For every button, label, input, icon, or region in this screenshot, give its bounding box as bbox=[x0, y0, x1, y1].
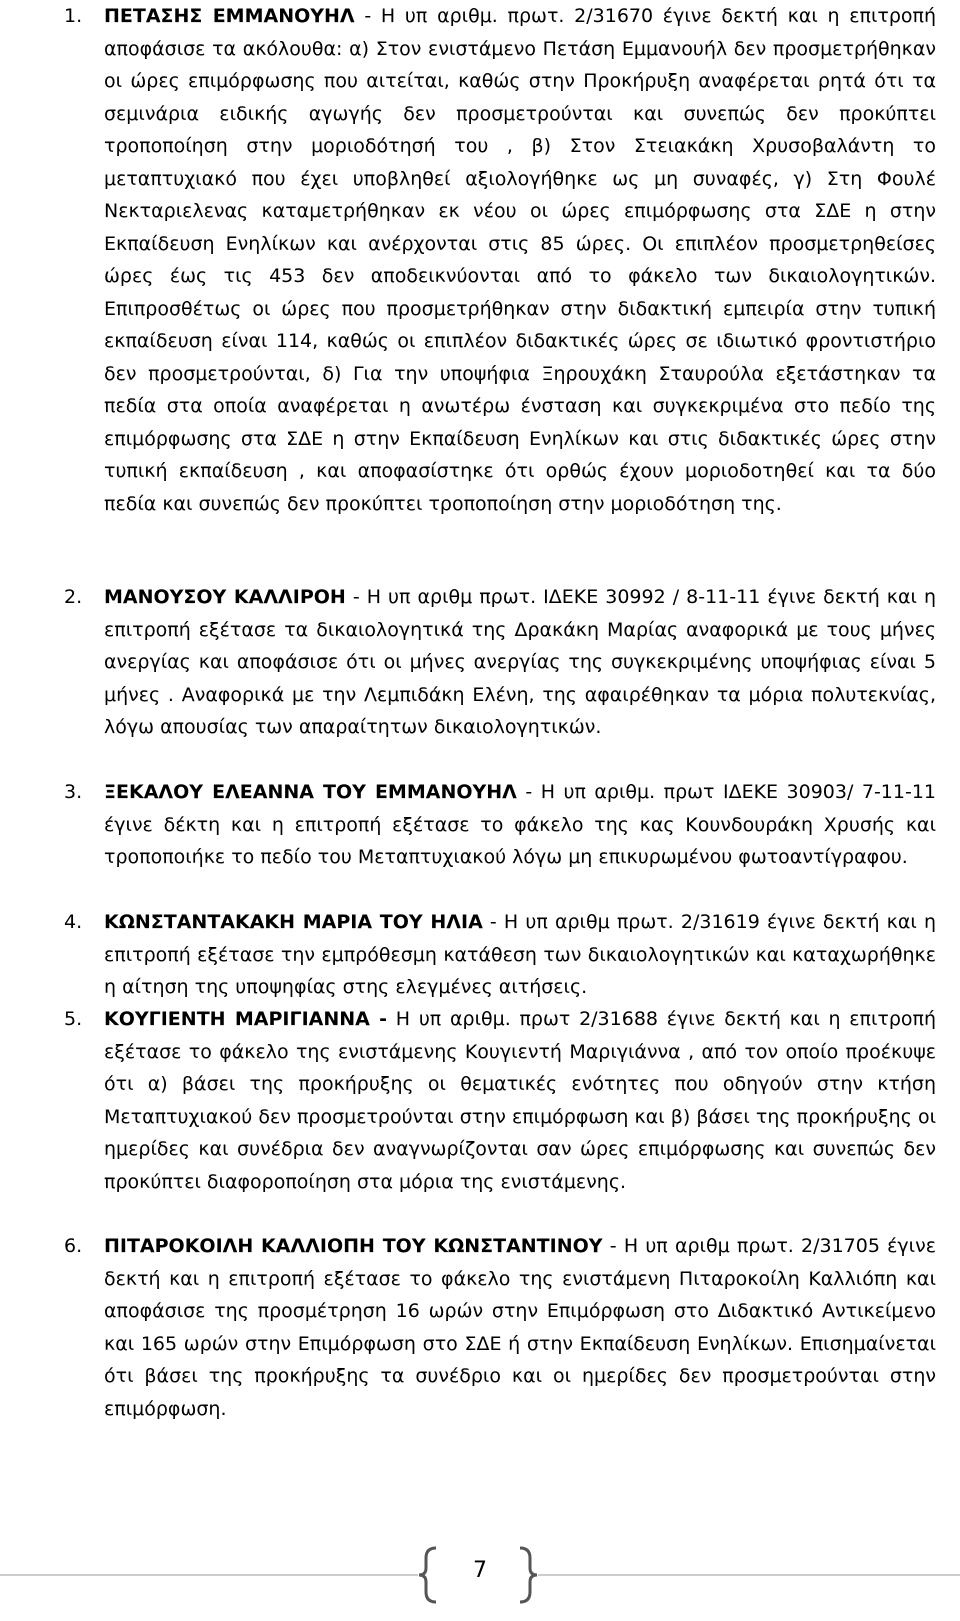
page-footer bbox=[0, 1540, 960, 1610]
item-name: ΠΕΤΑΣΗΣ ΕΜΜΑΝΟΥΗΛ bbox=[104, 5, 355, 27]
item-text: - Η υπ αριθμ πρωτ. 2/31705 έγινε δεκτή και η επιτροπή εξέτασε το φάκελο της ενιστάμενη Πιταροκοίλη Καλλιόπη και αποφάσισε της προσμέτρηση 16 ωρών στην Επιμόρφωση στο Διδακτικό Αντικείμενο και 165 ωρών στην Επιμόρφωση στο ΣΔΕ ή στην Εκπαίδευση Ενηλίκων. Επισημαίνεται ότι βάσει της προκήρυξης τα συνέδριο και οι ημερίδες δεν προσμετρούνται στην επιμόρφωση. bbox=[104, 1235, 936, 1420]
item-number: 5. bbox=[64, 1008, 83, 1030]
item-paragraph bbox=[104, 776, 936, 874]
item-number: 6. bbox=[64, 1235, 83, 1257]
item-name: ΚΩΝΣΤΑΝΤΑΚΑΚΗ ΜΑΡΙΑ ΤΟΥ ΗΛΙΑ bbox=[104, 911, 483, 933]
item-text: Η υπ αριθμ. πρωτ 2/31688 έγινε δεκτή και η επιτροπή εξέτασε το φάκελο της ενιστάμενης Κουγιεντή Μαριγιάννα , από τον οποίο προέκυψε ότι α) βάσει της προκήρυξης οι θεματικές ενότητες που οδηγούν στην κτήση Μεταπτυχιακού δεν προσμετρούνται στην επιμόρφωση και β) βάσει της προκήρυξης οι ημερίδες και συνέδρια δεν αναγνωρίζονται σαν ώρες επιμόρφωσης και συνεπώς δεν προκύπτει διαφοροποίηση στα μόρια της ενιστάμενης. bbox=[104, 1008, 937, 1193]
item-name: ΞΕΚΑΛΟΥ ΕΛΕΑΝΝΑ ΤΟΥ ΕΜΜΑΝΟΥΗΛ bbox=[104, 781, 517, 803]
item-text: - Η υπ αριθμ. πρωτ ΙΔΕΚΕ 30903/ 7-11-11 έγινε δέκτη και η επιτροπή εξέτασε το φάκελο της κας Κουνδουράκη Χρυσής και τροποποιήκε το πεδίο του Μεταπτυχιακού λόγω μη επικυρωμένου φωτοαντίγραφου. bbox=[104, 781, 937, 868]
item-paragraph bbox=[104, 906, 936, 1004]
item-paragraph bbox=[104, 0, 936, 520]
item-paragraph bbox=[104, 1230, 936, 1425]
item-number: 1. bbox=[64, 5, 83, 27]
item-paragraph bbox=[104, 1003, 936, 1198]
item-number: 4. bbox=[64, 911, 83, 933]
item-name: ΚΟΥΓΙΕΝΤΗ ΜΑΡΙΓΙΑΝΝΑ - bbox=[104, 1008, 388, 1030]
item-paragraph bbox=[104, 581, 936, 744]
item-number: 2. bbox=[64, 586, 83, 608]
item-number: 3. bbox=[64, 781, 83, 803]
item-text: - Η υπ αριθμ. πρωτ. 2/31670 έγινε δεκτή και η επιτροπή αποφάσισε τα ακόλουθα: α) Στον ενιστάμενο Πετάση Εμμανουήλ δεν προσμετρήθηκαν οι ώρες επιμόρφωσης που αιτείται, καθώς στην Προκήρυξη αναφέρεται ρητά ότι τα σεμινάρια ειδικής αγωγής δεν προσμετρούνται και συνεπώς δεν προκύπτει τροποποίηση στην μοριοδότησή του , β) Στον Στειακάκη Χρυσοβαλάντη το μεταπτυχιακό που έχει υποβληθεί αξιολογήθηκε ως μη συναφές, γ) Στη Φουλέ Νεκταριελενας καταμετρήθηκαν εκ νέου οι ώρες επιμόρφωσης στα ΣΔΕ η στην Εκπαίδευση Ενηλίκων και ανέρχονται στις 85 ώρες. Οι επιπλέον προσμετρηθείσες ώρες έως τις 453 δεν αποδεικνύονται από το φάκελο των δικαιολογητικών. Επιπροσθέτως οι ώρες που προσμετρήθηκαν στην διδακτική εμπειρία στην τυπική εκπαίδευση είναι 114, καθώς οι επιπλέον διδακτικές ώρες σε ιδιωτικό φροντιστήριο δεν προσμετρούνται, δ) Για την υποψήφια Ξηρουχάκη Σταυρούλα εξετάστηκαν τα πεδία στα οποία αναφέρεται η ανωτέρω ένσταση και συγκεκριμένα στο πεδίο της επιμόρφωσης στα ΣΔΕ η στην Εκπαίδευση Ενηλίκων και στις διδακτικές ώρες στην τυπική εκπαίδευση , και αποφασίστηκε ότι ορθώς έχουν μοριοδοτηθεί και τα δύο πεδία και συνεπώς δεν προκύπτει τροποποίηση στην μοριοδότηση της. bbox=[104, 5, 937, 515]
item-name: ΜΑΝΟΥΣΟΥ ΚΑΛΛΙΡΟΗ bbox=[104, 586, 346, 608]
item-text: - Η υπ αριθμ πρωτ. 2/31619 έγινε δεκτή και η επιτροπή εξέτασε την εμπρόθεσμη κατάθεση των δικαιολογητικών και καταχωρήθηκε η αίτηση της υποψηφίας στης ελεγμένες αιτήσεις. bbox=[104, 911, 936, 998]
item-text: - Η υπ αριθμ πρωτ. ΙΔΕΚΕ 30992 / 8-11-11 έγινε δεκτή και η επιτροπή εξέτασε τα δικαιολογητικά της Δρακάκη Μαρίας αναφορικά με τους μήνες ανεργίας και αποφάσισε ότι οι μήνες ανεργίας της συγκεκριμένης υποψήφιας είναι 5 μήνες . Αναφορικά με την Λεμπιδάκη Ελένη, της αφαιρέθηκαν τα μόρια πολυτεκνίας, λόγω απουσίας των απαραίτητων δικαιολογητικών. bbox=[104, 586, 937, 738]
page-number: 7 bbox=[473, 1558, 487, 1583]
item-name: ΠΙΤΑΡΟΚΟΙΛΗ ΚΑΛΛΙΟΠΗ ΤΟΥ ΚΩΝΣΤΑΝΤΙΝΟΥ bbox=[104, 1235, 603, 1257]
